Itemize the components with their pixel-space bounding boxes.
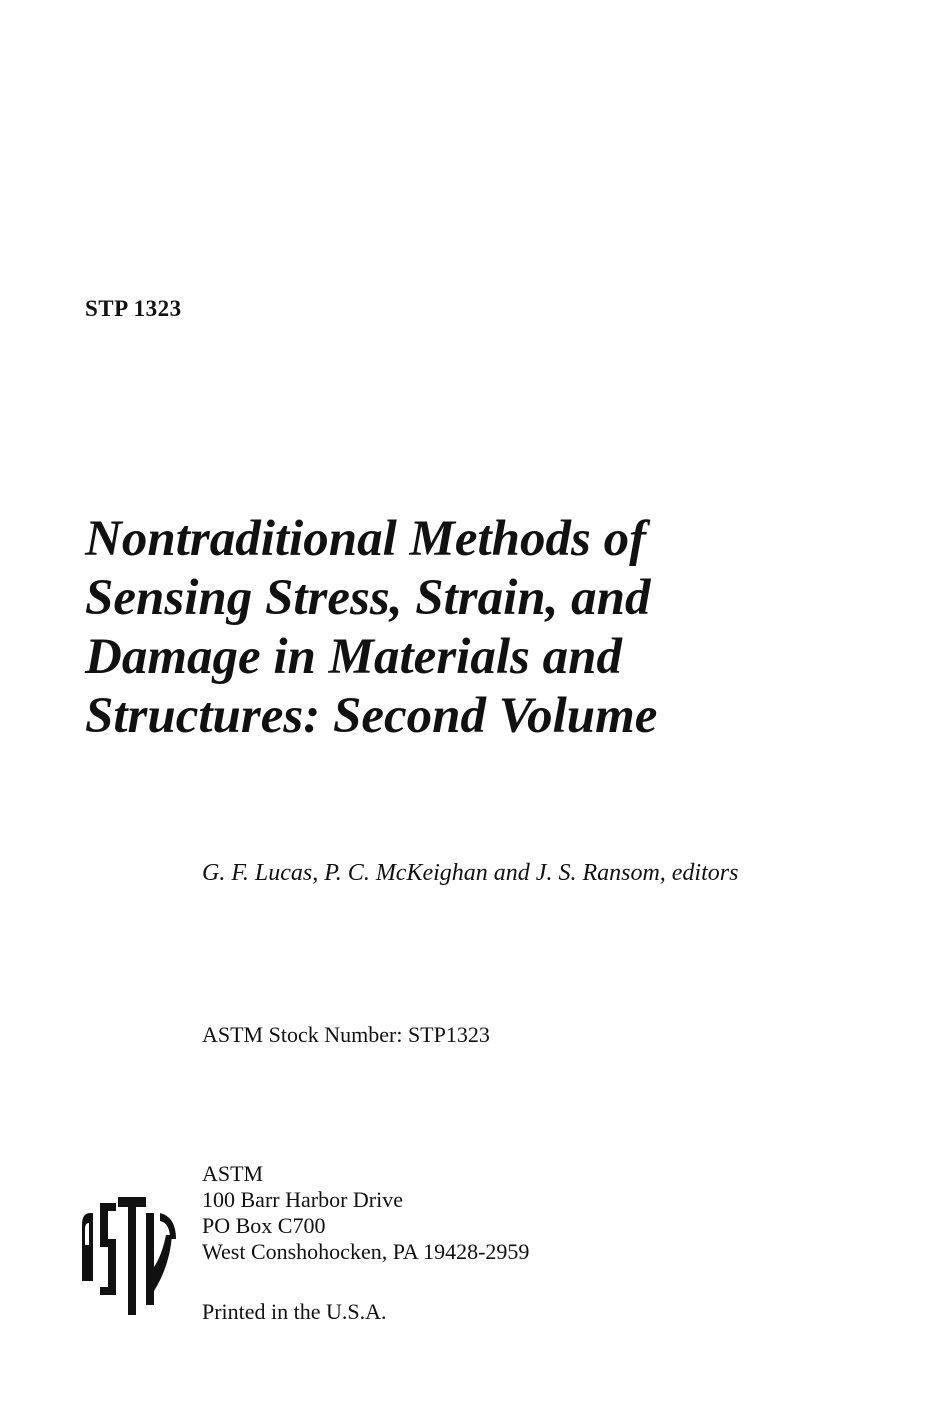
address-line: West Conshohocken, PA 19428-2959: [202, 1239, 530, 1264]
series-number: STP 1323: [85, 296, 182, 321]
address-line: PO Box C700: [202, 1213, 326, 1238]
book-title: [85, 510, 905, 746]
editors-line: G. F. Lucas, P. C. McKeighan and J. S. Ransom, editors: [202, 860, 739, 886]
astm-logo-icon: [80, 1195, 180, 1325]
title-line: Sensing Stress, Strain, and: [85, 570, 651, 626]
printed-note: Printed in the U.S.A.: [202, 1299, 387, 1324]
title-line: Damage in Materials and: [85, 629, 622, 685]
title-line: Structures: Second Volume: [85, 688, 658, 744]
address-line: 100 Barr Harbor Drive: [202, 1187, 403, 1212]
publisher-address: [202, 1161, 529, 1265]
stock-number: ASTM Stock Number: STP1323: [202, 1022, 490, 1047]
title-line: Nontraditional Methods of: [85, 511, 647, 567]
publisher-name: ASTM: [202, 1161, 264, 1186]
